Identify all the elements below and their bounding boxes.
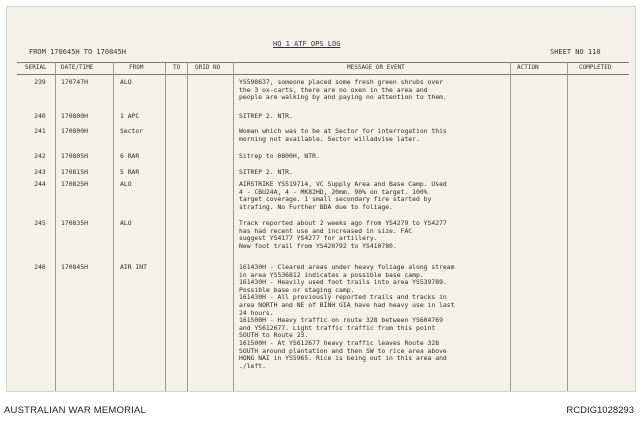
- entry-date-time: 170800H: [61, 112, 88, 120]
- col-to: TO: [173, 64, 181, 71]
- entry-from: ALO: [120, 219, 132, 227]
- entry-date-time: 170835H: [61, 219, 88, 227]
- entry-message: YS598637, someone placed some fresh green shrubs over the 3 ox-carts, there are no oxen in the area and people are walking by and paying no attention to them.: [239, 78, 447, 102]
- col-rule: [567, 62, 568, 391]
- footer-bar: [0, 396, 640, 426]
- col-rule: [113, 62, 114, 391]
- col-date-time: DATE/TIME: [61, 64, 94, 71]
- entry-from: Sector: [120, 127, 144, 135]
- col-from: FROM: [129, 64, 144, 71]
- entry-date-time: 170845H: [61, 263, 88, 271]
- entry-serial: 240: [34, 112, 46, 120]
- entry-message: AIRSTRIKE YS519714, VC Supply Area and Base Camp. Used 4 - CBU24A, 4 - MK82HD, 20mm. 90% on target. 100% target coverage. 1 small secondary fire started by strafing. No Further BDA due to foliage.: [239, 180, 447, 211]
- entry-from: 6 RAR: [120, 152, 140, 160]
- entry-message: SITREP 2. NTR.: [239, 112, 293, 120]
- entry-serial: 241: [34, 127, 46, 135]
- entry-message: Track reported about 2 weeks ago from YS4279 to YS4277 has had recent use and increased in size. FAC suggest YS4177 YS4277 for artillery. New foot trail from YS420792 to YS410780.: [239, 219, 447, 250]
- col-grid-no: GRID NO: [195, 64, 221, 71]
- col-rule: [187, 62, 188, 391]
- entry-message: SITREP 2. NTR.: [239, 168, 293, 176]
- entry-serial: 242: [34, 152, 46, 160]
- entry-from: ALO: [120, 180, 132, 188]
- entry-serial: 244: [34, 180, 46, 188]
- record-reference: RCDIG1028293: [566, 405, 634, 416]
- col-completed: COMPLETED: [579, 64, 612, 71]
- entry-serial: 246: [34, 263, 46, 271]
- col-rule: [165, 62, 166, 391]
- col-message: MESSAGE OR EVENT: [347, 64, 405, 71]
- entry-serial: 245: [34, 219, 46, 227]
- entry-from: ALO: [120, 78, 132, 86]
- from-to-period: FROM 170645H TO 170845H: [29, 48, 126, 56]
- log-title: HQ 1 ATF OPS LOG: [273, 40, 341, 48]
- entry-date-time: 170747H: [61, 78, 88, 86]
- entry-from: 5 RAR: [120, 168, 140, 176]
- entry-from: 1 APC: [120, 112, 140, 120]
- entry-message: Woman which was to be at Sector for interrogation this morning not available. Sector willadvise later.: [239, 127, 447, 143]
- entry-date-time: 170825H: [61, 180, 88, 188]
- col-rule: [55, 62, 56, 391]
- institution-credit: AUSTRALIAN WAR MEMORIAL: [4, 405, 147, 416]
- sheet-number: SHEET NO 110: [550, 48, 601, 56]
- log-sheet: [6, 6, 636, 392]
- col-rule: [233, 62, 234, 391]
- entry-date-time: 170815H: [61, 168, 88, 176]
- entry-serial: 239: [34, 78, 46, 86]
- col-serial: SERIAL: [25, 64, 47, 71]
- entry-date-time: 170805H: [61, 152, 88, 160]
- column-header-row: [17, 62, 629, 75]
- entry-message: 161430H - Cleared areas under heavy foliage along stream in area YS536812 indicates a possible base camp. 161430H - Heavily used foot trails into area YS539789. Possible base or staging camp. 161430H - All previously reported trails and tracks in area NORTH and NE of BINH GIA have had heavy use in last 24 hours. 161500H - Heavy traffic on route 328 between YS604769 and YS612677. Light traffic traffic from this point SOUTH to Route 23. 161500H - At YS612677 heavy traffic leaves Route 328 SOUTH around plantation and then SW to rice area above HONG NAI in YS5965. Rice is being out in this area and ./left.: [239, 263, 455, 370]
- entry-serial: 243: [34, 168, 46, 176]
- col-action: ACTION: [517, 64, 539, 71]
- entry-from: AIR INT: [120, 263, 147, 271]
- entry-message: Sitrep to 0800H, NTR.: [239, 152, 320, 160]
- entry-date-time: 170800H: [61, 127, 88, 135]
